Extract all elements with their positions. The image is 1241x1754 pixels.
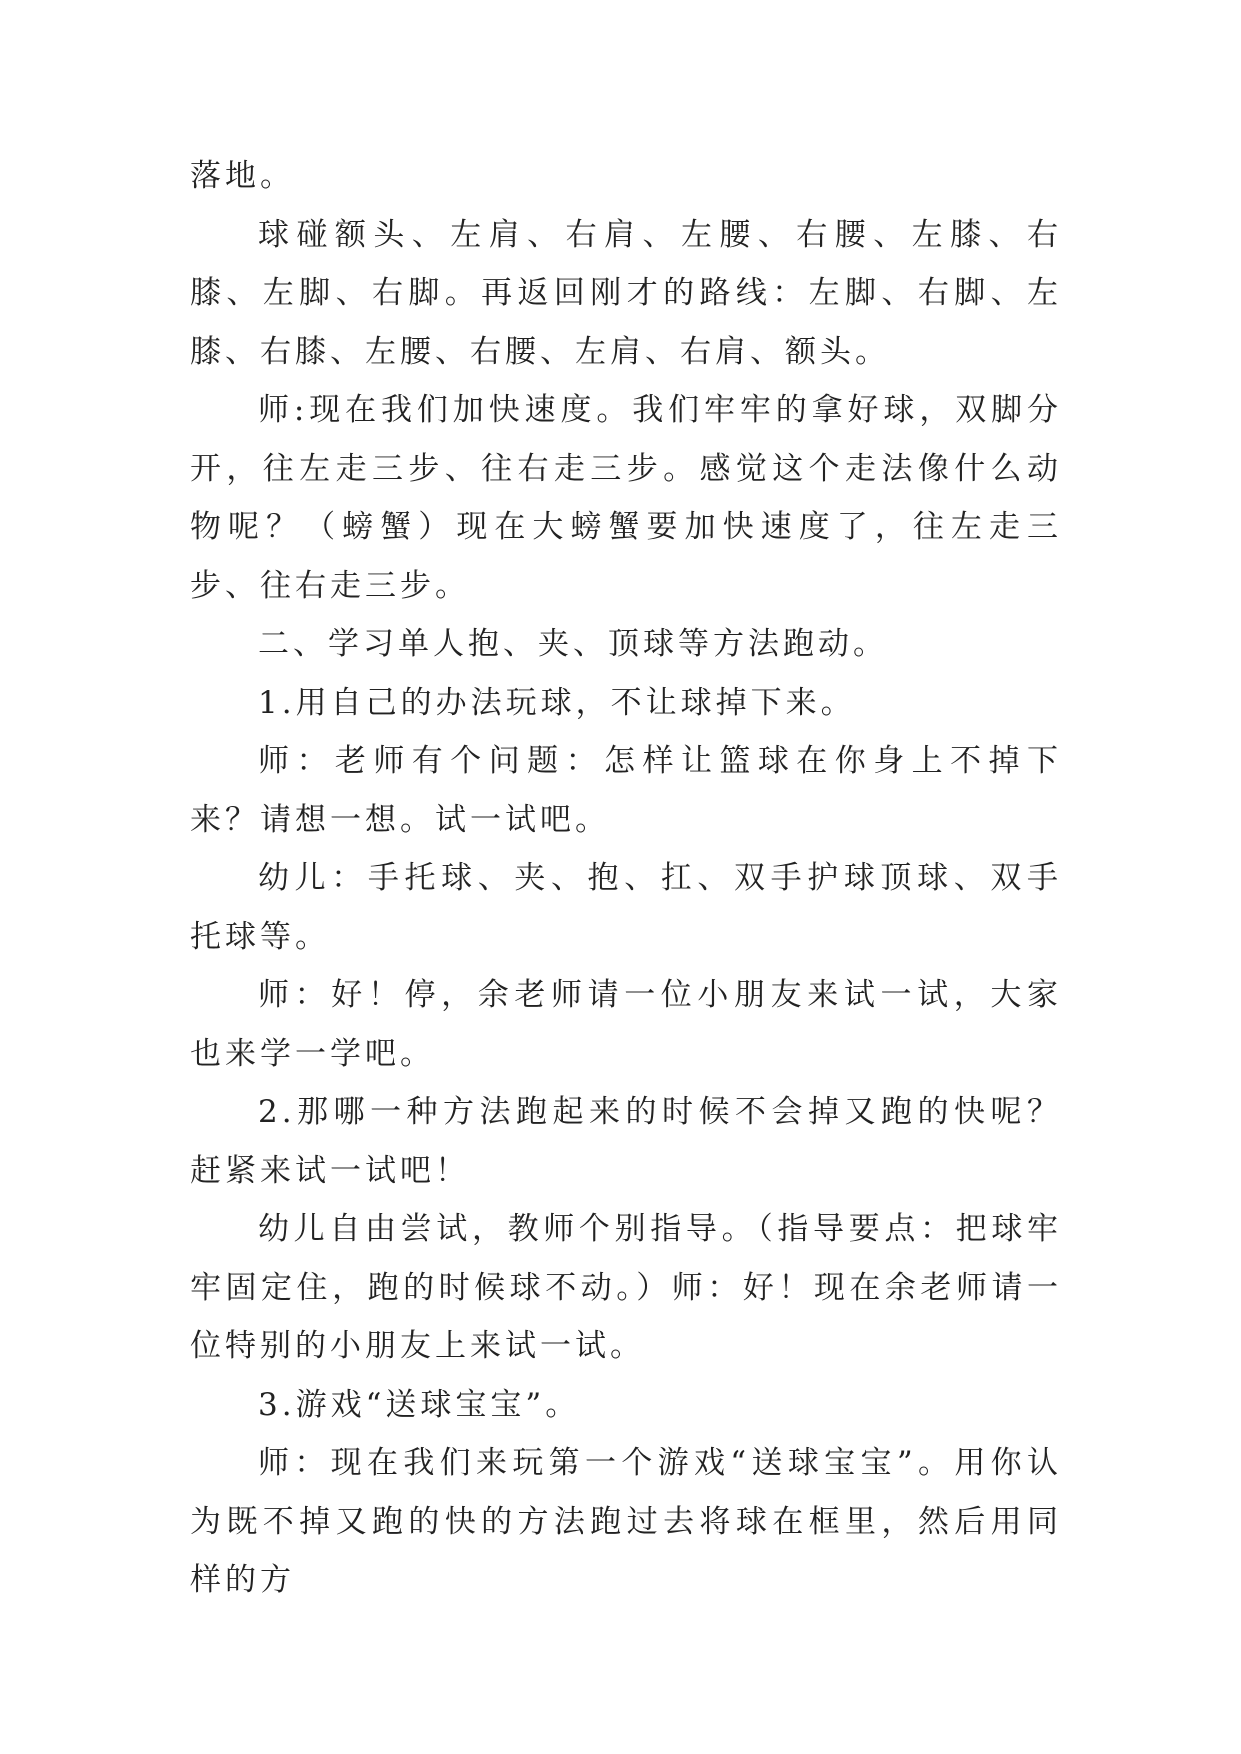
paragraph-game: 师：现在我们来玩第一个游戏“送球宝宝”。用你认为既不掉又跑的快的方法跑过去将球在框里，然后用同样的方	[190, 1445, 1062, 1598]
step-2: 2.那哪一种方法跑起来的时候不会掉又跑的快呢？赶紧来试一试吧！	[190, 1094, 1062, 1189]
paragraph-body-parts: 球碰额头、左肩、右肩、左腰、右腰、左膝、右膝、左脚、右脚。再返回刚才的路线：左脚、右脚、左膝、右膝、左腰、右腰、左肩、右肩、额头。	[190, 216, 1062, 370]
body-text	[190, 147, 1062, 1610]
paragraph-children-answer: 幼儿：手托球、夹、抱、扛、双手护球顶球、双手托球等。	[190, 860, 1062, 955]
section-heading-2: 二、学习单人抱、夹、顶球等方法跑动。	[258, 626, 888, 662]
paragraph-free-try: 幼儿自由尝试，教师个别指导。（指导要点：把球牢牢固定住，跑的时候球不动。）师：好！现在余老师请一位特别的小朋友上来试一试。	[190, 1211, 1062, 1364]
paragraph-continuation: 落地。	[190, 158, 295, 194]
paragraph-teacher-stop: 师：好！停，余老师请一位小朋友来试一试，大家也来学一学吧。	[190, 977, 1062, 1072]
paragraph-teacher-crab: 师:现在我们加快速度。我们牢牢的拿好球，双脚分开，往左走三步、往右走三步。感觉这个走法像什么动物呢？（螃蟹）现在大螃蟹要加快速度了，往左走三步、往右走三步。	[190, 392, 1062, 604]
step-3: 3.游戏“送球宝宝”。	[258, 1386, 581, 1423]
step-1: 1.用自己的办法玩球，不让球掉下来。	[258, 684, 856, 721]
paragraph-teacher-question: 师：老师有个问题：怎样让篮球在你身上不掉下来？请想一想。试一试吧。	[190, 743, 1062, 838]
